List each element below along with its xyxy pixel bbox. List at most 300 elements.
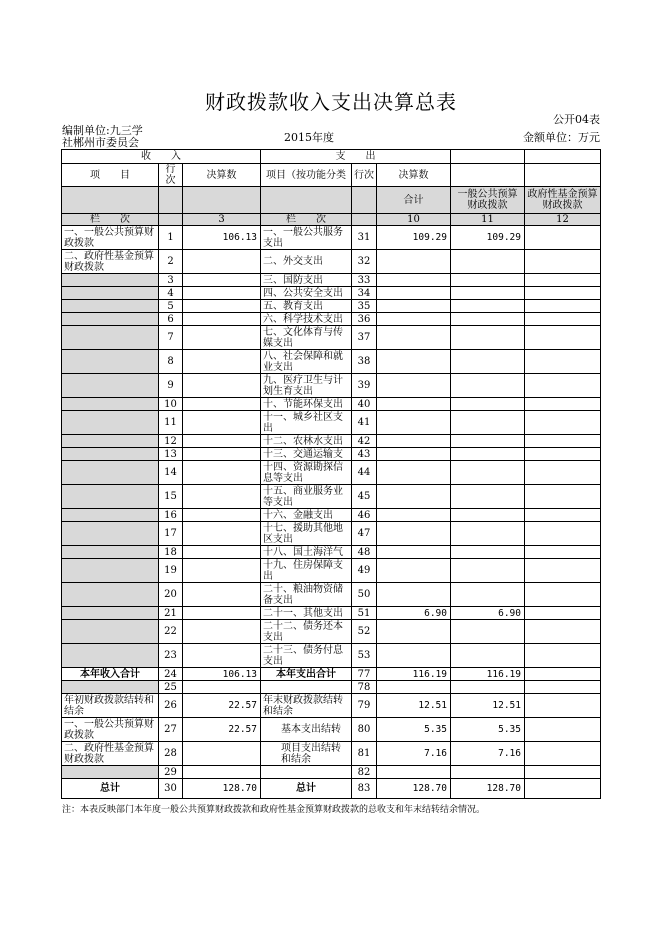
income-row-number: 2 — [159, 250, 183, 274]
expense-item-cell: 十七、援助其他地区支出 — [261, 522, 352, 546]
expense-row-number: 44 — [352, 461, 377, 485]
income-amount-cell — [183, 607, 261, 620]
total-header: 合计 — [377, 187, 451, 214]
table-row — [62, 485, 601, 509]
expense-total-cell — [377, 681, 451, 694]
expense-general-budget-cell: 6.90 — [451, 607, 525, 620]
expense-item-cell: 十八、国土海洋气 — [261, 546, 352, 559]
general-budget-header: 一般公共预算财政拨款 — [451, 187, 525, 214]
expense-item-cell: 十三、交通运输支 — [261, 448, 352, 461]
expense-general-budget-cell — [451, 620, 525, 644]
income-row-number: 4 — [159, 287, 183, 300]
expense-general-budget-cell — [451, 644, 525, 668]
income-row-number: 21 — [159, 607, 183, 620]
expense-item-cell: 九、医疗卫生与计划生育支出 — [261, 374, 352, 398]
income-amount-cell — [183, 448, 261, 461]
col-number-3: 3 — [183, 214, 261, 226]
expense-item-cell: 十一、城乡社区支出 — [261, 411, 352, 435]
table-row — [62, 250, 601, 274]
income-row-number: 12 — [159, 435, 183, 448]
income-row-number: 20 — [159, 583, 183, 607]
income-row-number: 5 — [159, 300, 183, 313]
expense-gov-fund-cell — [525, 250, 601, 274]
expense-general-budget-cell — [451, 461, 525, 485]
income-amount-cell — [183, 411, 261, 435]
income-item-cell: 一、一般公共预算财政拨款 — [62, 718, 159, 742]
table-row — [62, 620, 601, 644]
expense-item-cell: 三、国防支出 — [261, 274, 352, 287]
expense-total-cell — [377, 546, 451, 559]
expense-total-cell — [377, 313, 451, 326]
expense-item-cell: 二十一、其他支出 — [261, 607, 352, 620]
expense-row-number: 50 — [352, 583, 377, 607]
org-name-line2: 社郴州市委员会 — [62, 136, 139, 149]
expense-gov-fund-cell — [525, 779, 601, 799]
expense-item-cell: 本年支出合计 — [261, 668, 352, 681]
header-blank — [525, 164, 601, 187]
expense-item-cell: 八、社会保障和就业支出 — [261, 350, 352, 374]
header-blank — [451, 150, 525, 164]
expense-general-budget-cell — [451, 274, 525, 287]
income-amount-cell — [183, 644, 261, 668]
income-item-cell: 本年收入合计 — [62, 668, 159, 681]
table-row — [62, 313, 601, 326]
expense-gov-fund-cell — [525, 694, 601, 718]
income-row-number: 22 — [159, 620, 183, 644]
income-item-cell — [62, 350, 159, 374]
income-item-cell — [62, 620, 159, 644]
expense-row-number: 34 — [352, 287, 377, 300]
expense-gov-fund-cell — [525, 411, 601, 435]
expense-total-cell — [377, 485, 451, 509]
income-amount-cell — [183, 313, 261, 326]
income-amount-cell — [183, 546, 261, 559]
income-amount-cell — [183, 559, 261, 583]
income-item-cell — [62, 485, 159, 509]
expense-total-cell — [377, 435, 451, 448]
expense-item-cell: 项目支出结转和结余 — [261, 742, 352, 766]
expense-item-cell: 一、一般公共服务支出 — [261, 226, 352, 250]
table-row — [62, 448, 601, 461]
expense-general-budget-cell — [451, 435, 525, 448]
income-amount-cell — [183, 522, 261, 546]
expense-row-number: 83 — [352, 779, 377, 799]
expense-item-cell: 四、公共安全支出 — [261, 287, 352, 300]
expense-gov-fund-cell — [525, 742, 601, 766]
income-item-cell — [62, 509, 159, 522]
income-row-number: 17 — [159, 522, 183, 546]
expense-item-cell: 基本支出结转 — [261, 718, 352, 742]
income-item-cell — [62, 274, 159, 287]
expense-row-number: 31 — [352, 226, 377, 250]
expense-row-number: 53 — [352, 644, 377, 668]
expense-item-cell: 二十二、债务还本支出 — [261, 620, 352, 644]
table-row — [62, 411, 601, 435]
table-row — [62, 522, 601, 546]
expense-general-budget-cell — [451, 546, 525, 559]
expense-gov-fund-cell — [525, 644, 601, 668]
income-row-number: 19 — [159, 559, 183, 583]
income-item-cell — [62, 681, 159, 694]
income-item-cell — [62, 546, 159, 559]
expense-item-cell: 年末财政拨款结转和结余 — [261, 694, 352, 718]
header-fill — [159, 214, 183, 226]
expense-total-cell: 6.90 — [377, 607, 451, 620]
expense-general-budget-cell — [451, 448, 525, 461]
org-name — [62, 125, 143, 149]
expense-row-number: 32 — [352, 250, 377, 274]
expense-gov-fund-cell — [525, 374, 601, 398]
income-amount-cell: 22.57 — [183, 718, 261, 742]
expense-general-budget-cell: 116.19 — [451, 668, 525, 681]
expense-gov-fund-cell — [525, 313, 601, 326]
col-label-income: 栏 次 — [62, 214, 159, 226]
expense-amount-header: 决算数 — [377, 164, 451, 187]
expense-item-cell: 七、文化体育与传媒支出 — [261, 326, 352, 350]
header-fill — [352, 214, 377, 226]
income-amount-cell: 106.13 — [183, 226, 261, 250]
income-row-number: 27 — [159, 718, 183, 742]
income-item-cell — [62, 398, 159, 411]
expense-general-budget-cell — [451, 485, 525, 509]
header-fill — [62, 187, 159, 214]
income-item-cell — [62, 448, 159, 461]
income-item-cell — [62, 411, 159, 435]
table-row — [62, 350, 601, 374]
expense-row-number: 52 — [352, 620, 377, 644]
col-label-expense: 栏 次 — [261, 214, 352, 226]
expense-row-number: 81 — [352, 742, 377, 766]
income-row-number: 13 — [159, 448, 183, 461]
expense-general-budget-cell — [451, 583, 525, 607]
expense-gov-fund-cell — [525, 509, 601, 522]
income-item-cell — [62, 522, 159, 546]
income-amount-cell — [183, 435, 261, 448]
income-item-cell: 年初财政拨款结转和结余 — [62, 694, 159, 718]
income-row-number: 6 — [159, 313, 183, 326]
table-row — [62, 274, 601, 287]
income-row-number: 29 — [159, 766, 183, 779]
income-row-number: 10 — [159, 398, 183, 411]
income-amount-cell — [183, 485, 261, 509]
income-item-cell: 二、政府性基金预算财政拨款 — [62, 250, 159, 274]
report-year: 2015年度 — [284, 131, 334, 144]
header-blank — [451, 164, 525, 187]
expense-row-number: 40 — [352, 398, 377, 411]
table-row — [62, 583, 601, 607]
expense-total-cell — [377, 350, 451, 374]
expense-general-budget-cell: 5.35 — [451, 718, 525, 742]
income-amount-cell — [183, 461, 261, 485]
income-row-number: 25 — [159, 681, 183, 694]
income-amount-cell: 128.70 — [183, 779, 261, 799]
expense-item-cell: 十九、住房保障支出 — [261, 559, 352, 583]
table-row — [62, 668, 601, 681]
expense-item-cell: 二十、粮油物资储备支出 — [261, 583, 352, 607]
expense-general-budget-cell: 7.16 — [451, 742, 525, 766]
expense-row-number: 78 — [352, 681, 377, 694]
income-amount-cell — [183, 509, 261, 522]
table-row — [62, 546, 601, 559]
income-row-number: 23 — [159, 644, 183, 668]
expense-gov-fund-cell — [525, 559, 601, 583]
expense-item-cell — [261, 681, 352, 694]
expense-total-cell — [377, 583, 451, 607]
expense-gov-fund-cell — [525, 485, 601, 509]
org-name-line1: 编制单位:九三学 — [62, 124, 143, 137]
expense-item-cell: 二、外交支出 — [261, 250, 352, 274]
table-row — [62, 766, 601, 779]
income-row-number: 9 — [159, 374, 183, 398]
income-item-cell — [62, 559, 159, 583]
expense-total-cell — [377, 411, 451, 435]
expense-row-number: 43 — [352, 448, 377, 461]
expense-total-cell — [377, 300, 451, 313]
expense-gov-fund-cell — [525, 620, 601, 644]
expense-item-cell: 总计 — [261, 779, 352, 799]
header-blank — [525, 150, 601, 164]
table-row — [62, 300, 601, 313]
expense-total-cell: 109.29 — [377, 226, 451, 250]
expense-item-cell: 六、科学技术支出 — [261, 313, 352, 326]
expense-total-cell: 12.51 — [377, 694, 451, 718]
expense-general-budget-cell — [451, 326, 525, 350]
table-row — [62, 435, 601, 448]
income-row-number: 7 — [159, 326, 183, 350]
expense-general-budget-cell: 109.29 — [451, 226, 525, 250]
expense-row-number: 45 — [352, 485, 377, 509]
table-row — [62, 681, 601, 694]
col-number-10: 10 — [377, 214, 451, 226]
income-row-number: 1 — [159, 226, 183, 250]
table-row — [62, 326, 601, 350]
expense-gov-fund-cell — [525, 287, 601, 300]
income-item-cell — [62, 326, 159, 350]
expense-total-cell — [377, 448, 451, 461]
expense-total-cell: 5.35 — [377, 718, 451, 742]
expense-item-cell: 十六、金融支出 — [261, 509, 352, 522]
income-row-number: 16 — [159, 509, 183, 522]
expense-row-number: 47 — [352, 522, 377, 546]
expense-item-cell: 五、教育支出 — [261, 300, 352, 313]
form-number: 公开04表 — [553, 113, 600, 126]
expense-row-number: 35 — [352, 300, 377, 313]
header-fill — [352, 187, 377, 214]
footnote: 注：本表反映部门本年度一般公共预算财政拨款和政府性基金预算财政拨款的总收支和年末结转结余情况。 — [62, 805, 486, 815]
income-amount-cell: 106.13 — [183, 668, 261, 681]
income-item-cell — [62, 287, 159, 300]
table-row — [62, 607, 601, 620]
table-row — [62, 742, 601, 766]
expense-row-number: 42 — [352, 435, 377, 448]
table-row — [62, 694, 601, 718]
income-row-number: 15 — [159, 485, 183, 509]
expense-total-cell — [377, 559, 451, 583]
expense-total-cell — [377, 398, 451, 411]
income-amount-cell — [183, 250, 261, 274]
expense-total-cell: 7.16 — [377, 742, 451, 766]
expense-total-cell — [377, 461, 451, 485]
income-amount-cell — [183, 766, 261, 779]
income-item-cell — [62, 644, 159, 668]
table-row — [62, 461, 601, 485]
expense-general-budget-cell: 12.51 — [451, 694, 525, 718]
expense-general-budget-cell — [451, 559, 525, 583]
income-item-cell — [62, 461, 159, 485]
income-row-number: 8 — [159, 350, 183, 374]
income-amount-cell — [183, 374, 261, 398]
income-amount-cell — [183, 620, 261, 644]
expense-item-cell: 十、节能环保支出 — [261, 398, 352, 411]
expense-total-cell — [377, 326, 451, 350]
table-row — [62, 718, 601, 742]
income-amount-cell — [183, 287, 261, 300]
income-amount-cell — [183, 742, 261, 766]
expense-total-cell — [377, 522, 451, 546]
income-amount-cell — [183, 326, 261, 350]
expense-general-budget-cell — [451, 250, 525, 274]
income-item-cell: 一、一般公共预算财政拨款 — [62, 226, 159, 250]
expense-row-number: 48 — [352, 546, 377, 559]
expense-row-number: 41 — [352, 411, 377, 435]
expense-total-cell — [377, 620, 451, 644]
income-header: 收 入 — [62, 150, 261, 164]
income-rowno-header: 行次 — [159, 164, 183, 187]
expense-gov-fund-cell — [525, 350, 601, 374]
expense-item-cell: 十二、农林水支出 — [261, 435, 352, 448]
expense-general-budget-cell — [451, 313, 525, 326]
gov-fund-header: 政府性基金预算财政拨款 — [525, 187, 601, 214]
expense-general-budget-cell — [451, 681, 525, 694]
expense-total-cell — [377, 274, 451, 287]
expense-row-number: 82 — [352, 766, 377, 779]
expense-gov-fund-cell — [525, 583, 601, 607]
expense-gov-fund-cell — [525, 668, 601, 681]
expense-gov-fund-cell — [525, 546, 601, 559]
expense-row-number: 33 — [352, 274, 377, 287]
expense-general-budget-cell — [451, 350, 525, 374]
header-fill — [159, 187, 183, 214]
page-title: 财政拨款收入支出决算总表 — [205, 90, 457, 114]
table-row — [62, 779, 601, 799]
income-row-number: 24 — [159, 668, 183, 681]
income-item-cell — [62, 435, 159, 448]
expense-total-cell — [377, 509, 451, 522]
expense-row-number: 39 — [352, 374, 377, 398]
expense-general-budget-cell — [451, 287, 525, 300]
income-item-cell — [62, 300, 159, 313]
header-fill — [261, 187, 352, 214]
table-row — [62, 398, 601, 411]
income-amount-cell — [183, 350, 261, 374]
income-row-number: 11 — [159, 411, 183, 435]
expense-row-number: 79 — [352, 694, 377, 718]
expense-item-cell: 十五、商业服务业等支出 — [261, 485, 352, 509]
expense-total-cell — [377, 374, 451, 398]
income-amount-cell — [183, 274, 261, 287]
expense-gov-fund-cell — [525, 326, 601, 350]
expense-general-budget-cell — [451, 509, 525, 522]
table-row — [62, 644, 601, 668]
income-row-number: 18 — [159, 546, 183, 559]
expense-gov-fund-cell — [525, 522, 601, 546]
expense-gov-fund-cell — [525, 398, 601, 411]
expense-item-cell: 十四、资源勘探信息等支出 — [261, 461, 352, 485]
expense-general-budget-cell — [451, 766, 525, 779]
income-amount-cell — [183, 300, 261, 313]
table-row — [62, 509, 601, 522]
income-item-cell — [62, 313, 159, 326]
expense-item-cell — [261, 766, 352, 779]
income-item-cell — [62, 374, 159, 398]
income-item-cell: 二、政府性基金预算财政拨款 — [62, 742, 159, 766]
expense-gov-fund-cell — [525, 274, 601, 287]
table-row — [62, 287, 601, 300]
income-row-number: 3 — [159, 274, 183, 287]
expense-item-cell: 二十三、债务付息支出 — [261, 644, 352, 668]
expense-row-number: 37 — [352, 326, 377, 350]
expense-row-number: 80 — [352, 718, 377, 742]
income-amount-cell — [183, 398, 261, 411]
expense-row-number: 51 — [352, 607, 377, 620]
col-number-11: 11 — [451, 214, 525, 226]
table-row — [62, 374, 601, 398]
income-item-header: 项 目 — [62, 164, 159, 187]
income-row-number: 28 — [159, 742, 183, 766]
expense-total-cell — [377, 766, 451, 779]
income-amount-cell — [183, 583, 261, 607]
income-row-number: 14 — [159, 461, 183, 485]
expense-rowno-header: 行次 — [352, 164, 377, 187]
expense-row-number: 36 — [352, 313, 377, 326]
income-amount-cell: 22.57 — [183, 694, 261, 718]
expense-gov-fund-cell — [525, 300, 601, 313]
table-row — [62, 226, 601, 250]
expense-header: 支 出 — [261, 150, 451, 164]
income-amount-cell — [183, 681, 261, 694]
income-item-cell — [62, 607, 159, 620]
header-fill — [183, 187, 261, 214]
income-item-cell: 总计 — [62, 779, 159, 799]
expense-gov-fund-cell — [525, 226, 601, 250]
expense-gov-fund-cell — [525, 766, 601, 779]
expense-gov-fund-cell — [525, 461, 601, 485]
expense-row-number: 38 — [352, 350, 377, 374]
expense-general-budget-cell — [451, 374, 525, 398]
expense-gov-fund-cell — [525, 681, 601, 694]
expense-gov-fund-cell — [525, 607, 601, 620]
amount-unit: 金额单位：万元 — [523, 131, 600, 144]
expense-total-cell: 116.19 — [377, 668, 451, 681]
expense-total-cell: 128.70 — [377, 779, 451, 799]
expense-gov-fund-cell — [525, 448, 601, 461]
expense-row-number: 49 — [352, 559, 377, 583]
expense-general-budget-cell — [451, 300, 525, 313]
expense-gov-fund-cell — [525, 435, 601, 448]
income-row-number: 30 — [159, 779, 183, 799]
table-row — [62, 559, 601, 583]
expense-total-cell — [377, 250, 451, 274]
income-row-number: 26 — [159, 694, 183, 718]
expense-item-header: 项目（按功能分类 — [261, 164, 352, 187]
expense-general-budget-cell — [451, 398, 525, 411]
expense-general-budget-cell — [451, 411, 525, 435]
income-amount-header: 决算数 — [183, 164, 261, 187]
expense-row-number: 46 — [352, 509, 377, 522]
expense-total-cell — [377, 287, 451, 300]
expense-general-budget-cell: 128.70 — [451, 779, 525, 799]
income-item-cell — [62, 766, 159, 779]
